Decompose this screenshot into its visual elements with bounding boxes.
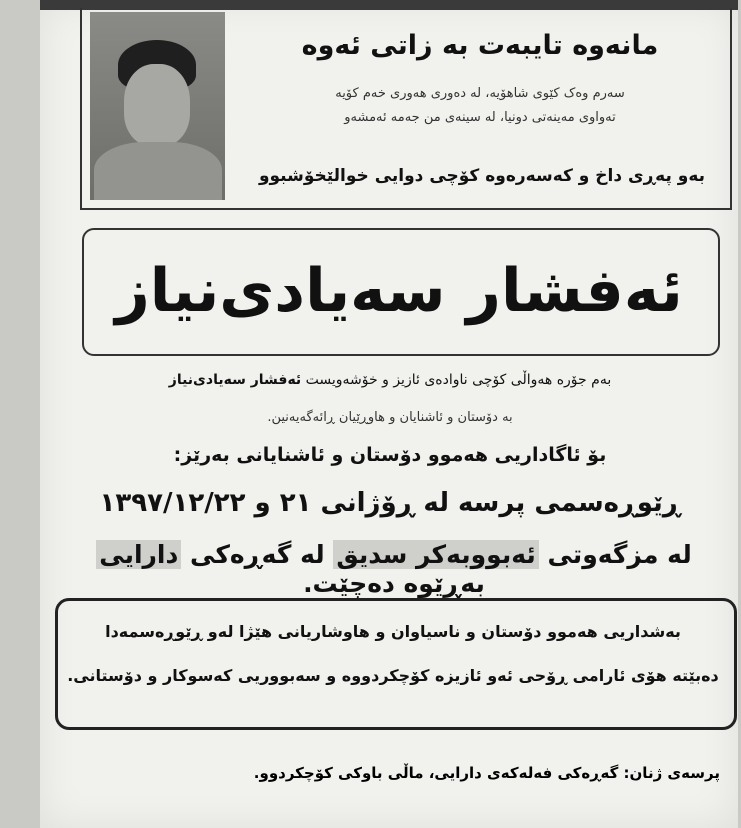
notice-line-1: بەشداریی هەموو دۆستان و ناسیاوان و هاوشاریانی هێژا لەو ڕێوڕەسمەدا — [105, 622, 681, 641]
notice-frame — [55, 598, 737, 730]
women-ceremony-location: پرسەی ژنان: گەڕەکی فەلەکەی دارایی، ماڵی باوکی کۆچکردوو. — [253, 764, 720, 782]
header-subtitle: بەو پەڕی داخ و کەسەرەوە کۆچی دوایی خوالێخۆشبوو — [258, 166, 706, 186]
mosque-name: ئەبووبەکر سدیق — [333, 540, 538, 569]
location-text-b: لە گەڕەکی — [190, 540, 325, 569]
announcement-line-1 — [70, 372, 710, 388]
notice-line-2: دەبێتە هۆی ئارامی ڕۆحی ئەو ئازیزە کۆچکردووە و سەبووریی کەسوکار و دۆستانی. — [67, 666, 719, 685]
portrait-face — [124, 64, 190, 146]
announcement-text: بەم جۆرە هەواڵی کۆچی ناوادەی ئازیز و خۆشەویست — [305, 372, 612, 388]
deceased-name: ئەفشار سەیادی‌نیاز — [115, 256, 683, 326]
ceremony-location — [56, 540, 732, 598]
ceremony-dates: ڕێوڕەسمی پرسە لە ڕۆژانی ٢١ و ١٣٩٧/١٢/٢٢ — [99, 488, 681, 518]
poem-line-2: تەواوی مەینەتی دونیا، لە سینەی من جەمە ئەمشەو — [344, 110, 616, 125]
district-name: دارایی — [96, 540, 181, 569]
header-title: مانەوە تایبەت بە زاتی ئەوە — [301, 30, 659, 61]
announcement-name: ئەفشار سەیادی‌نیاز — [168, 372, 302, 388]
announcement-line-2: بە دۆستان و ئاشنایان و هاوڕێیان ڕائەگەیەنین. — [267, 410, 513, 425]
portrait-photo — [90, 12, 225, 200]
poem-line-1: سەرم وەک کێوی شاهۆیە، لە دەوری هەوری خەم کۆیە — [335, 86, 625, 101]
attention-line: بۆ ئاگاداریی هەموو دۆستان و ئاشنایانی بەرێز: — [173, 444, 607, 466]
location-text-a: لە مزگەوتی — [547, 540, 692, 569]
portrait-shirt — [94, 142, 222, 200]
location-text-c: بەڕێوە دەچێت. — [303, 569, 485, 598]
